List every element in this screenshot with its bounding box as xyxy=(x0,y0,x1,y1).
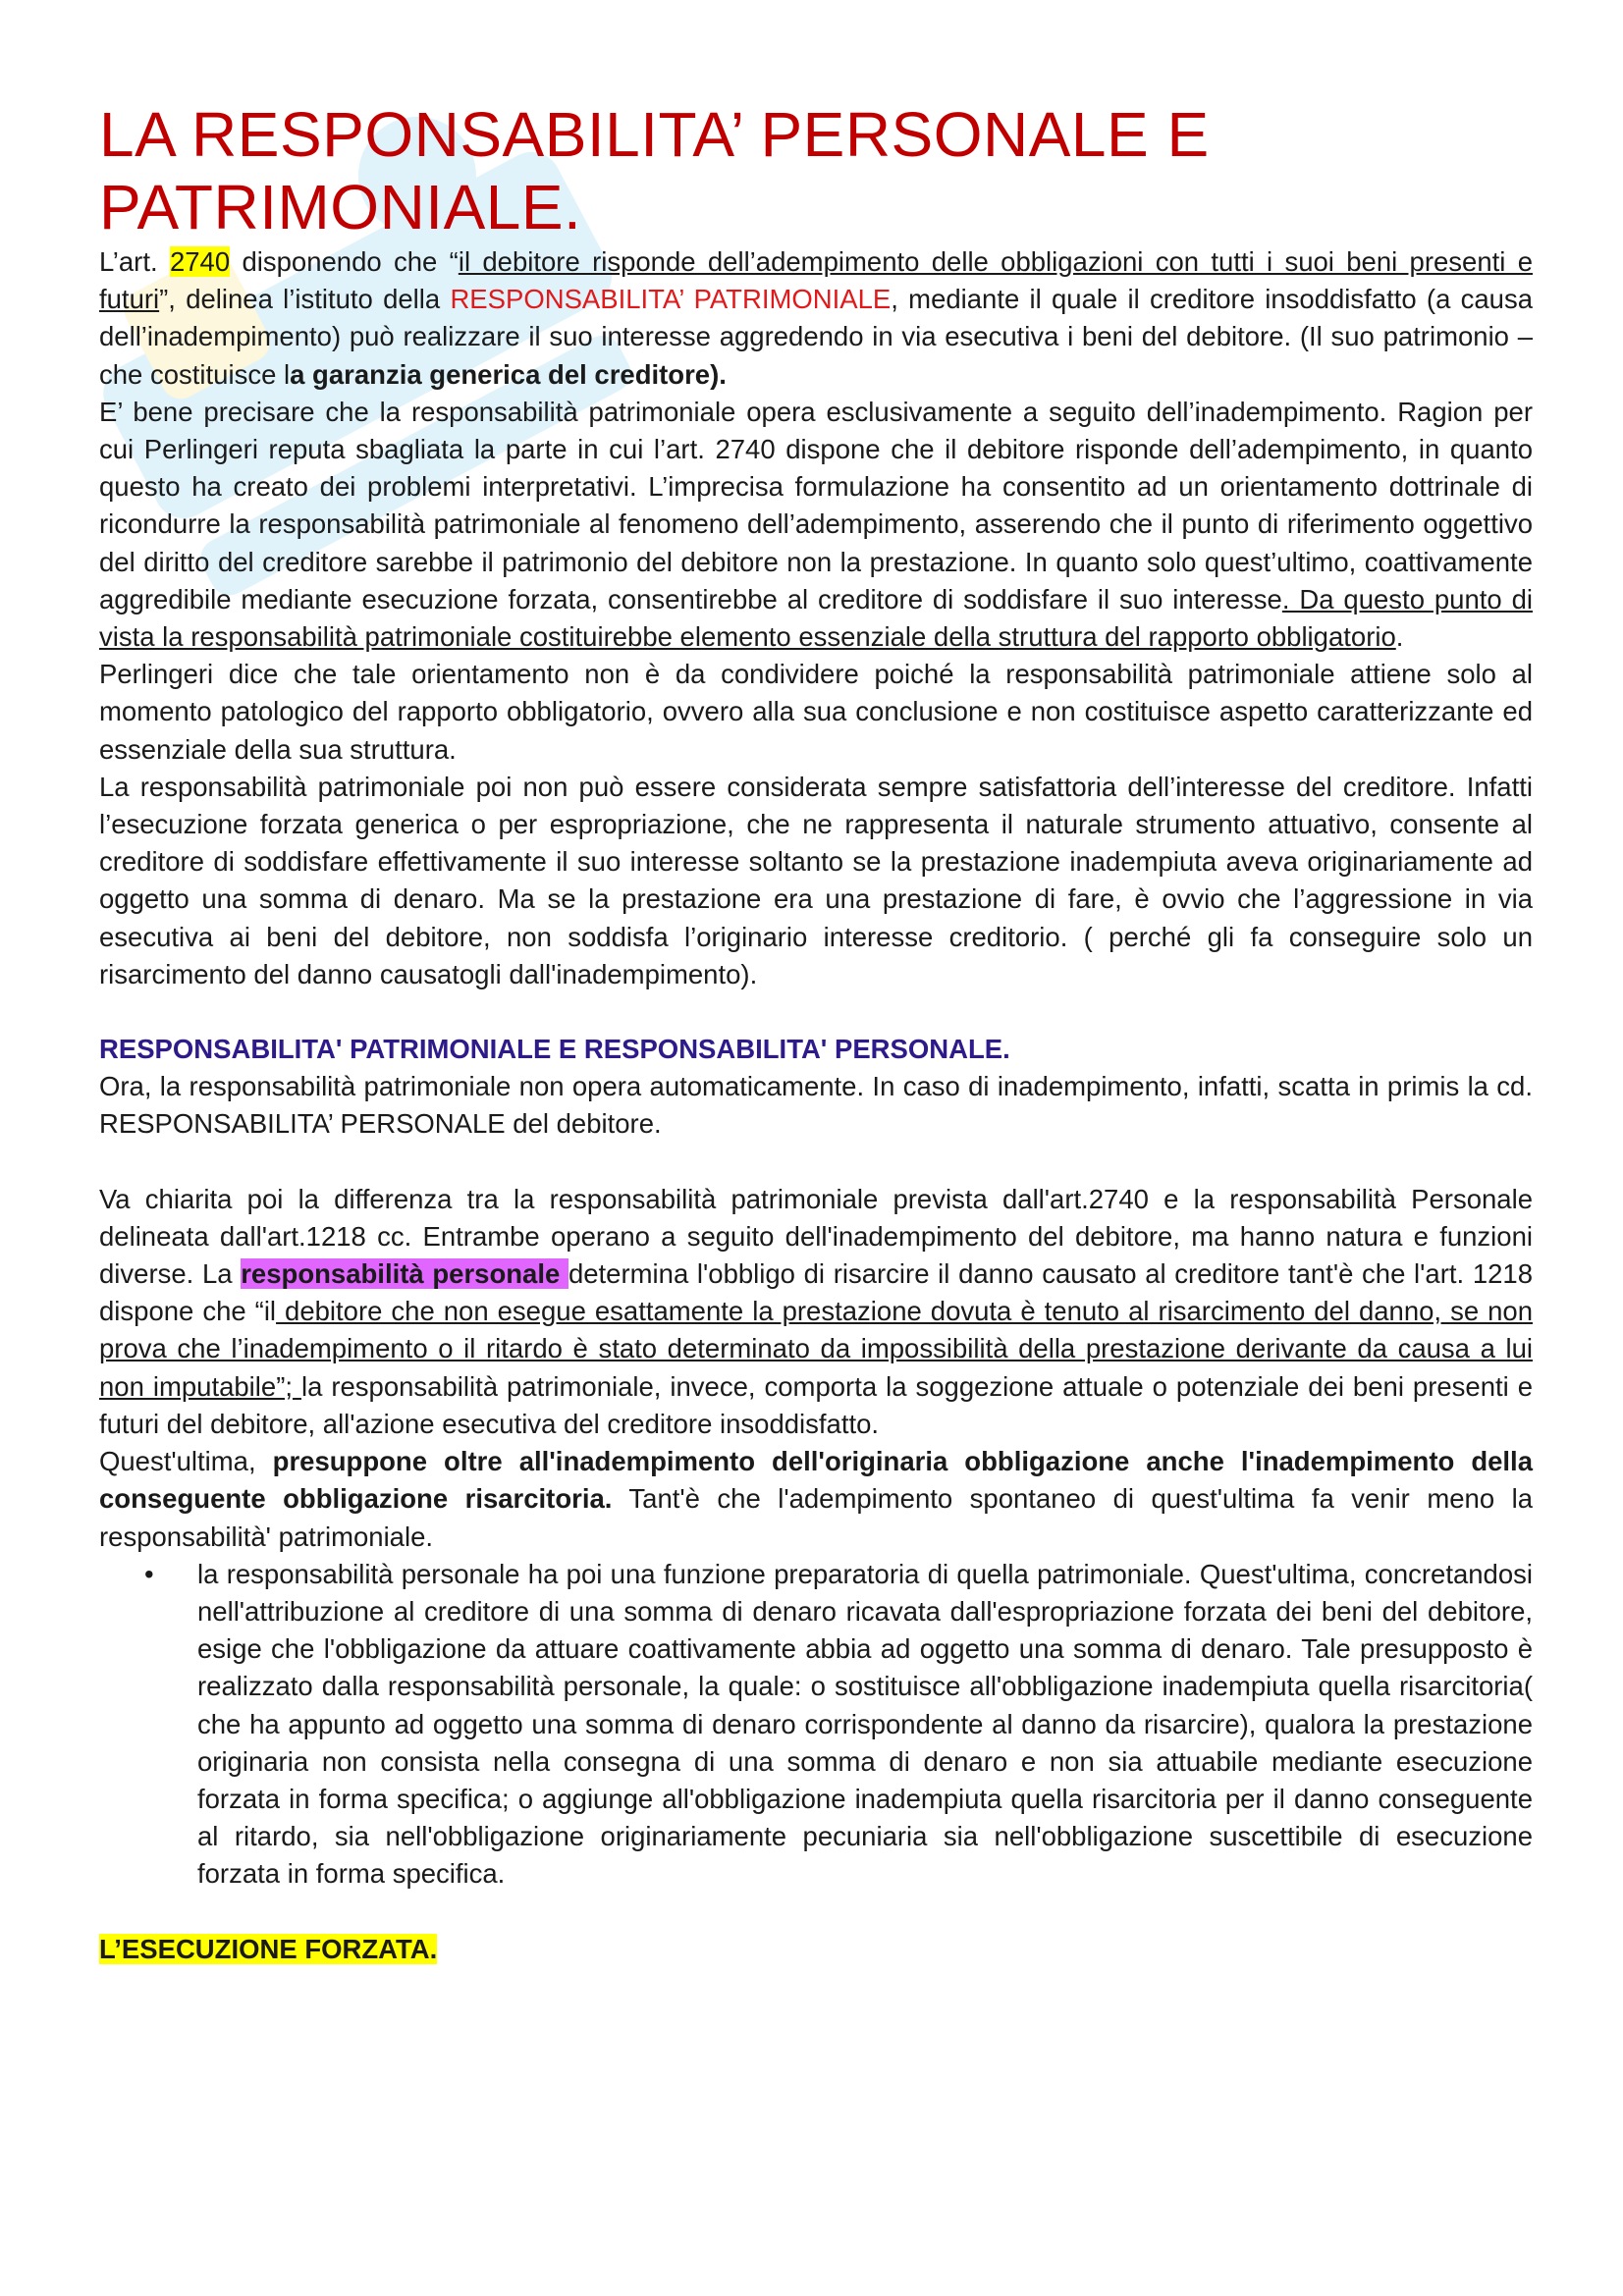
section-heading-responsabilita: RESPONSABILITA' PATRIMONIALE E RESPONSABILITA' PERSONALE. xyxy=(99,1034,1010,1065)
text-run: ”, delinea l’istituto della xyxy=(159,284,451,315)
quote-art-1218: debitore che non esegue esattamente la prestazione dovuta è tenuto al risarcimento del danno, se non prova che l’inadempimento o il ritardo è stato determinato da impossibilità della prestazione derivante da causa a lui non imputabile”; xyxy=(99,1296,1533,1402)
text-run: Va chiarita poi la differenza tra la responsabilità patrimoniale prevista dall'art.2740 e la responsabilità Personale delineata dall'art.1218 cc. Entrambe operano a seguito dell'inadempimento del debitore, ma hanno natura e funzioni diverse. La xyxy=(99,1183,1533,1290)
bullet-list xyxy=(99,1556,1533,1894)
text-run: E’ bene precisare che la responsabilità patrimoniale opera esclusivamente a seguito dell’inadempimento. Ragion per cui Perlingeri reputa sbagliata la parte in cui l’art. 2740 dispone che il debitore risponde dell’adempimento, in quanto questo ha creato dei problemi interpretativi. L’imprecisa formulazione ha consentito ad un orientamento dottrinale di ricondurre la responsabilità patrimoniale al fenomeno dell’adempimento, asserendo che il punto di riferimento oggettivo del diritto del creditore sarebbe il patrimonio del debitore non la prestazione. In quanto solo quest’ultimo, coattivamente aggredibile mediante esecuzione forzata, consentirebbe al creditore di soddisfare il suo interesse xyxy=(99,396,1533,614)
quote-art-2740: il debitore risponde dell’adempimento delle obbligazioni con tutti i suoi beni presenti e futuri xyxy=(99,246,1534,315)
text-run: determina l'obbligo di risarcire il danno causato al creditore tant'è che l'art. 1218 dispone che “il xyxy=(99,1258,1533,1327)
highlight-art-number: 2740 xyxy=(169,246,231,277)
paragraph-satisfattoria: La responsabilità patrimoniale poi non può essere considerata sempre satisfattoria dell’interesse del creditore. Infatti l’esecuzione forzata generica o per espropriazione, che ne rappresenta il naturale strumento attuativo, consente al creditore di soddisfare effettivamente il suo interesse soltanto se la prestazione inadempiuta aveva originariamente ad oggetto una somma di denaro. Ma se la prestazione era una prestazione di fare, è ovvio che l’aggressione in via esecutiva ai beni del debitore, non soddisfa l’originario interesse creditorio. ( perché gli fa conseguire solo un risarcimento del danno causatogli dall'inadempimento). xyxy=(99,771,1533,989)
spacer xyxy=(99,993,1533,1031)
list-item-text: la responsabilità personale ha poi una funzione preparatoria di quella patrimoniale. Quest'ultima, concretandosi nell'attribuzione al creditore di una somma di denaro ricavata dall'espropriazione forzata dei beni del debitore, esige che l'obbligazione da attuare coattivamente abbia ad oggetto una somma di denaro. Tale presupposto è realizzato dalla responsabilità personale, la quale: o sostituisce all'obbligazione inadempiuta quella risarcitoria( che ha appunto ad oggetto una somma di denaro corrispondente al danno da risarcire), qualora la prestazione originaria non consista nella consegna di una somma di denaro e non sia attuabile mediante esecuzione forzata in forma specifica; o aggiunge all'obbligazione inadempiuta quella risarcitoria per il danno conseguente al ritardo, sia nell'obbligazione originariamente pecuniaria sia nell'obbligazione suscettibile di esecuzione forzata in forma specifica. xyxy=(197,1558,1533,1890)
paragraph-art-2740 xyxy=(99,243,1533,394)
text-run: la responsabilità patrimoniale, invece, comporta la soggezione attuale o potenziale dei beni presenti e futuri del debitore, all'azione esecutiva del creditore insoddisfatto. xyxy=(99,1370,1533,1439)
bold-presuppone: presuppone oltre all'inadempimento dell'originaria obbligazione anche l'inadempimento della conseguente obbligazione risarcitoria. xyxy=(99,1446,1533,1515)
highlight-responsabilita-personale: responsabilità personale xyxy=(241,1258,568,1290)
section-heading-esecuzione xyxy=(99,1931,1533,1968)
text-run: . xyxy=(1395,621,1404,653)
paragraph-presuppone xyxy=(99,1443,1533,1556)
document-page xyxy=(99,98,1533,1968)
text-run: L’art. xyxy=(99,246,170,277)
paragraph-differenza xyxy=(99,1181,1533,1443)
text-run: disponendo che “ xyxy=(230,246,459,277)
text-run: Tant'è che l'adempimento spontaneo di quest'ultima fa venir meno la responsabilità' patrimoniale. xyxy=(99,1483,1533,1552)
paragraph-non-automatica: Ora, la responsabilità patrimoniale non opera automaticamente. In caso di inadempimento, infatti, scatta in primis la cd. RESPONSABILITA’ PERSONALE del debitore. xyxy=(99,1071,1533,1140)
paragraph-perlingeri-orientamento: Perlingeri dice che tale orientamento non è da condividere poiché la responsabilità patrimoniale attiene solo al momento patologico del rapporto obbligatorio, ovvero alla sua conclusione e non costituisce aspetto caratterizzante ed essenziale della sua struttura. xyxy=(99,659,1533,765)
text-run: Quest'ultima, xyxy=(99,1446,273,1477)
highlight-esecuzione-forzata: L’ESECUZIONE FORZATA. xyxy=(99,1933,438,1964)
bold-garanzia-generica: a garanzia generica del creditore). xyxy=(290,358,727,390)
spacer xyxy=(99,1894,1533,1931)
bullet-icon: • xyxy=(144,1558,154,1589)
term-responsabilita-patrimoniale: RESPONSABILITA’ PATRIMONIALE xyxy=(450,284,892,315)
list-item xyxy=(99,1556,1533,1894)
paragraph-perlingeri-critique xyxy=(99,394,1533,656)
underlined-elemento-essenziale: . Da questo punto di vista la responsabilità patrimoniale costituirebbe elemento essenziale della struttura del rapporto obbligatorio xyxy=(99,583,1533,653)
document-title: LA RESPONSABILITA’ PERSONALE E PATRIMONIALE. xyxy=(99,99,1210,242)
spacer xyxy=(99,1144,1533,1181)
text-run: , mediante il quale il creditore insoddisfatto (a causa dell’inadempimento) può realizzare il suo interesse aggredendo in via esecutiva i beni del debitore. (Il suo patrimonio – che costituisce l xyxy=(99,284,1533,390)
